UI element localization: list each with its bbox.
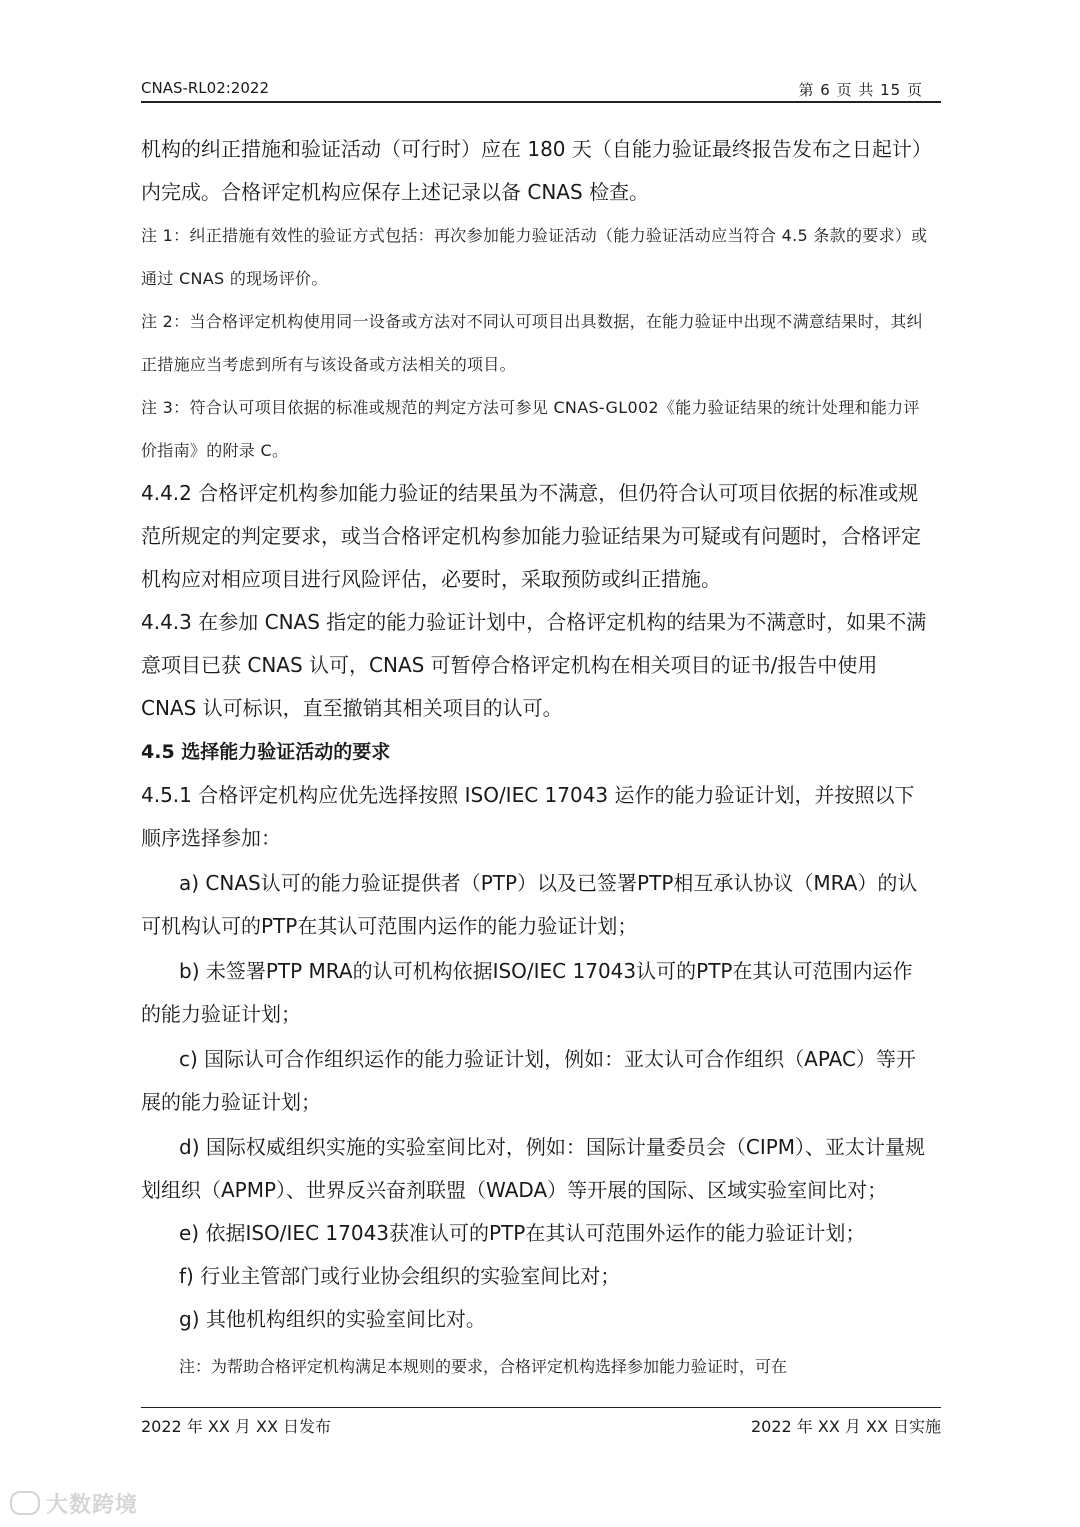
clause-4-5-1: 4.5.1 合格评定机构应优先选择按照 ISO/IEC 17043 运作的能力验证计划，并按照以下顺序选择参加： — [141, 783, 915, 850]
watermark-text: 大数跨境 — [46, 1493, 139, 1518]
section-heading-4-5: 4.5 选择能力验证活动的要求 — [141, 741, 391, 763]
note-selection: 注：为帮助合格评定机构满足本规则的要求，合格评定机构选择参加能力验证时，可在 — [179, 1357, 788, 1376]
clause-4-4-2: 4.4.2 合格评定机构参加能力验证的结果虽为不满意，但仍符合认可项目依据的标准或规范所规定的判定要求，或当合格评定机构参加能力验证结果为可疑或有问题时，合格评定机构应对相应项目进行风险评估，必要时，采取预防或纠正措施。 — [141, 481, 921, 591]
list-item-d: d) 国际权威组织实施的实验室间比对，例如：国际计量委员会（CIPM）、亚太计量规划组织（APMP）、世界反兴奋剂联盟（WADA）等开展的国际、区域实验室间比对； — [141, 1135, 926, 1202]
note-1: 注 1：纠正措施有效性的验证方式包括：再次参加能力验证活动（能力验证活动应当符合 4.5 条款的要求）或通过 CNAS 的现场评价。 — [141, 226, 928, 288]
note-3: 注 3：符合认可项目依据的标准或规范的判定方法可参见 CNAS-GL002《能力验证结果的统计处理和能力评价指南》的附录 C。 — [141, 398, 920, 460]
note-2: 注 2：当合格评定机构使用同一设备或方法对不同认可项目出具数据，在能力验证中出现不满意结果时，其纠正措施应当考虑到所有与该设备或方法相关的项目。 — [141, 312, 923, 374]
implementation-date: 2022 年 XX 月 XX 日实施 — [751, 1417, 941, 1436]
page-body — [141, 128, 931, 1388]
list-item-f: f) 行业主管部门或行业协会组织的实验室间比对； — [179, 1264, 621, 1288]
footer-divider — [141, 1407, 941, 1408]
list-item-b: b) 未签署PTP MRA的认可机构依据ISO/IEC 17043认可的PTP在其认可范围内运作的能力验证计划； — [141, 959, 913, 1026]
watermark — [10, 1488, 138, 1519]
list-item-e: e) 依据ISO/IEC 17043获准认可的PTP在其认可范围外运作的能力验证计划； — [179, 1221, 866, 1245]
publish-date: 2022 年 XX 月 XX 日发布 — [141, 1417, 331, 1436]
list-item-g: g) 其他机构组织的实验室间比对。 — [179, 1307, 486, 1331]
clause-4-4-3: 4.4.3 在参加 CNAS 指定的能力验证计划中，合格评定机构的结果为不满意时，如果不满意项目已获 CNAS 认可，CNAS 可暂停合格评定机构在相关项目的证书/报告中使用 CNAS 认可标识，直至撤销其相关项目的认可。 — [141, 610, 927, 720]
paragraph-continuation: 机构的纠正措施和验证活动（可行时）应在 180 天（自能力验证最终报告发布之日起计）内完成。合格评定机构应保存上述记录以备 CNAS 检查。 — [141, 137, 922, 204]
watermark-logo-icon — [10, 1491, 40, 1515]
page-header — [141, 76, 941, 102]
list-item-c: c) 国际认可合作组织运作的能力验证计划，例如：亚太认可合作组织（APAC）等开展的能力验证计划； — [141, 1047, 916, 1114]
list-item-a: a) CNAS认可的能力验证提供者（PTP）以及已签署PTP相互承认协议（MRA）的认可机构认可的PTP在其认可范围内运作的能力验证计划； — [141, 871, 918, 938]
page-number: 第 6 页 共 15 页 — [798, 81, 923, 99]
header-divider — [141, 101, 941, 103]
document-id: CNAS-RL02:2022 — [141, 79, 269, 97]
